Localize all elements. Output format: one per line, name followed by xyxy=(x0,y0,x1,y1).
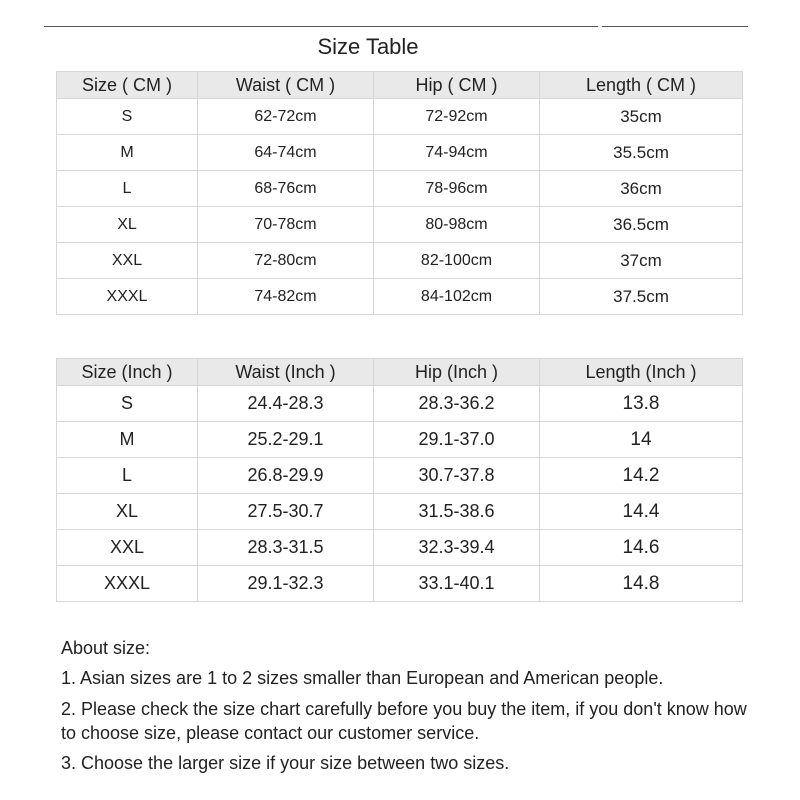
cell-length: 36.5cm xyxy=(540,207,743,243)
note-item: 2. Please check the size chart carefully before you buy the item, if you don't know how to choose size, please contact our customer service. xyxy=(61,698,747,743)
header-size: Size (Inch ) xyxy=(57,359,198,386)
table-header-row xyxy=(57,72,743,99)
cell-waist: 27.5-30.7 xyxy=(198,494,374,530)
cell-hip: 33.1-40.1 xyxy=(374,566,540,602)
note-item: 1. Asian sizes are 1 to 2 sizes smaller than European and American people. xyxy=(61,668,664,689)
table-row xyxy=(57,566,743,602)
cell-length: 35.5cm xyxy=(540,135,743,171)
size-table-inch xyxy=(56,358,743,602)
cell-length: 14 xyxy=(540,422,743,458)
cell-hip: 28.3-36.2 xyxy=(374,386,540,422)
cell-size: XXL xyxy=(57,530,198,566)
cell-waist: 74-82cm xyxy=(198,279,374,315)
header-hip: Hip (Inch ) xyxy=(374,359,540,386)
table-row xyxy=(57,530,743,566)
cell-size: XXXL xyxy=(57,279,198,315)
table-header-row xyxy=(57,359,743,386)
table-row xyxy=(57,243,743,279)
cell-waist: 70-78cm xyxy=(198,207,374,243)
header-hip: Hip ( CM ) xyxy=(374,72,540,99)
cell-length: 14.8 xyxy=(540,566,743,602)
cell-length: 13.8 xyxy=(540,386,743,422)
size-table-cm xyxy=(56,71,743,315)
cell-length: 14.6 xyxy=(540,530,743,566)
cell-hip: 72-92cm xyxy=(374,99,540,135)
cell-size: M xyxy=(57,135,198,171)
cell-size: L xyxy=(57,458,198,494)
table-row xyxy=(57,171,743,207)
header-length: Length (Inch ) xyxy=(540,359,743,386)
table-row xyxy=(57,135,743,171)
cell-waist: 29.1-32.3 xyxy=(198,566,374,602)
cell-length: 14.2 xyxy=(540,458,743,494)
cell-size: XXXL xyxy=(57,566,198,602)
top-divider-right xyxy=(602,26,748,27)
cell-waist: 24.4-28.3 xyxy=(198,386,374,422)
table-row xyxy=(57,386,743,422)
cell-size: S xyxy=(57,386,198,422)
cell-waist: 72-80cm xyxy=(198,243,374,279)
cell-hip: 74-94cm xyxy=(374,135,540,171)
table-row xyxy=(57,494,743,530)
table-row xyxy=(57,99,743,135)
cell-hip: 82-100cm xyxy=(374,243,540,279)
cell-waist: 64-74cm xyxy=(198,135,374,171)
cell-waist: 25.2-29.1 xyxy=(198,422,374,458)
cell-hip: 29.1-37.0 xyxy=(374,422,540,458)
table-row xyxy=(57,279,743,315)
cell-waist: 68-76cm xyxy=(198,171,374,207)
cell-hip: 78-96cm xyxy=(374,171,540,207)
table-row xyxy=(57,207,743,243)
cell-hip: 31.5-38.6 xyxy=(374,494,540,530)
header-length: Length ( CM ) xyxy=(540,72,743,99)
cell-hip: 80-98cm xyxy=(374,207,540,243)
cell-length: 37cm xyxy=(540,243,743,279)
size-notes xyxy=(61,636,761,781)
table-row xyxy=(57,422,743,458)
cell-length: 36cm xyxy=(540,171,743,207)
header-waist: Waist ( CM ) xyxy=(198,72,374,99)
cell-waist: 26.8-29.9 xyxy=(198,458,374,494)
header-waist: Waist (Inch ) xyxy=(198,359,374,386)
table-row xyxy=(57,458,743,494)
cell-size: L xyxy=(57,171,198,207)
cell-length: 14.4 xyxy=(540,494,743,530)
cell-size: XL xyxy=(57,207,198,243)
cell-size: M xyxy=(57,422,198,458)
top-divider-left xyxy=(44,26,598,27)
header-size: Size ( CM ) xyxy=(57,72,198,99)
cell-length: 37.5cm xyxy=(540,279,743,315)
cell-length: 35cm xyxy=(540,99,743,135)
cell-size: S xyxy=(57,99,198,135)
notes-heading: About size: xyxy=(61,638,151,658)
note-item: 3. Choose the larger size if your size between two sizes. xyxy=(61,753,510,774)
cell-waist: 28.3-31.5 xyxy=(198,530,374,566)
page-title: Size Table xyxy=(317,34,419,59)
cell-size: XL xyxy=(57,494,198,530)
cell-size: XXL xyxy=(57,243,198,279)
cell-hip: 84-102cm xyxy=(374,279,540,315)
cell-hip: 30.7-37.8 xyxy=(374,458,540,494)
cell-hip: 32.3-39.4 xyxy=(374,530,540,566)
cell-waist: 62-72cm xyxy=(198,99,374,135)
